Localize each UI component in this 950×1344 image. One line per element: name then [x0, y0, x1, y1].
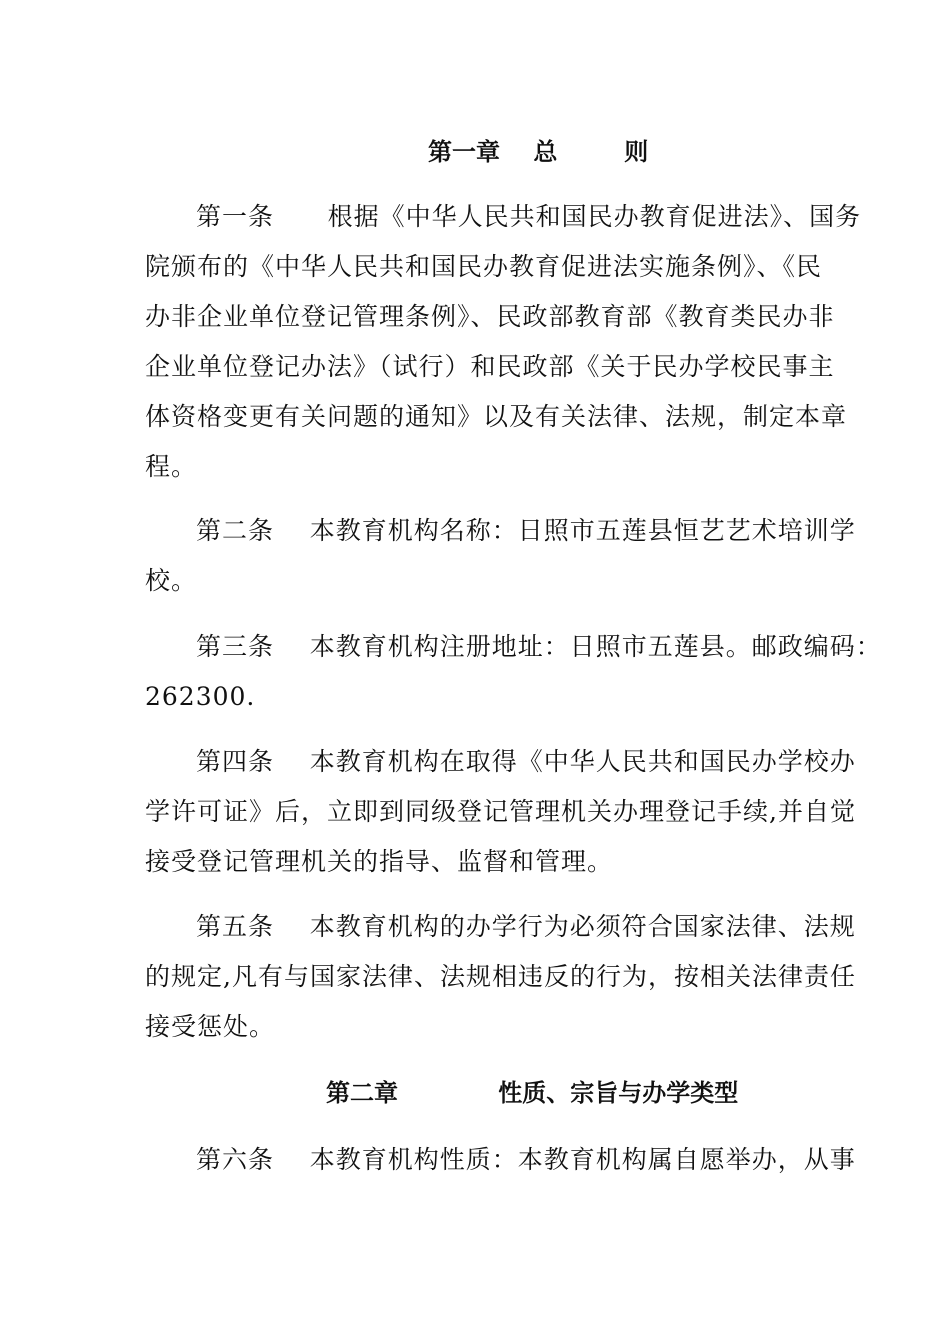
article-line: 第三条 本教育机构注册地址：日照市五莲县。邮政编码：: [196, 632, 882, 661]
article-line: 262300.: [145, 682, 256, 711]
article-line: 校。: [145, 566, 198, 595]
article-line: 学许可证》后，立即到同级登记管理机关办理登记手续,并自觉: [145, 797, 856, 826]
article-line: 第二条 本教育机构名称：日照市五莲县恒艺艺术培训学: [196, 516, 856, 545]
article-line: 体资格变更有关问题的通知》以及有关法律、法规，制定本章: [145, 402, 848, 431]
article-line: 接受登记管理机关的指导、监督和管理。: [145, 847, 614, 876]
article-line: 办非企业单位登记管理条例》、民政部教育部《教育类民办非: [145, 302, 835, 331]
article-line: 第五条 本教育机构的办学行为必须符合国家法律、法规: [196, 912, 856, 941]
article-line: 程。: [145, 452, 198, 481]
article-line: 院颁布的《中华人民共和国民办教育促进法实施条例》、《民: [145, 252, 823, 281]
article-line: 第四条 本教育机构在取得《中华人民共和国民办学校办: [196, 747, 856, 776]
chapter-heading: 第二章 性质、宗旨与办学类型: [326, 1079, 739, 1107]
chapter-heading: 第一章 总 则: [428, 138, 649, 166]
article-line: 第一条 根据《中华人民共和国民办教育促进法》、国务: [196, 202, 862, 231]
article-line: 接受惩处。: [145, 1012, 276, 1041]
article-line: 企业单位登记办法》（试行）和民政部《关于民办学校民事主: [145, 352, 835, 381]
article-line: 的规定,凡有与国家法律、法规相违反的行为，按相关法律责任: [145, 962, 856, 991]
article-line: 第六条 本教育机构性质：本教育机构属自愿举办，从事: [196, 1145, 856, 1174]
